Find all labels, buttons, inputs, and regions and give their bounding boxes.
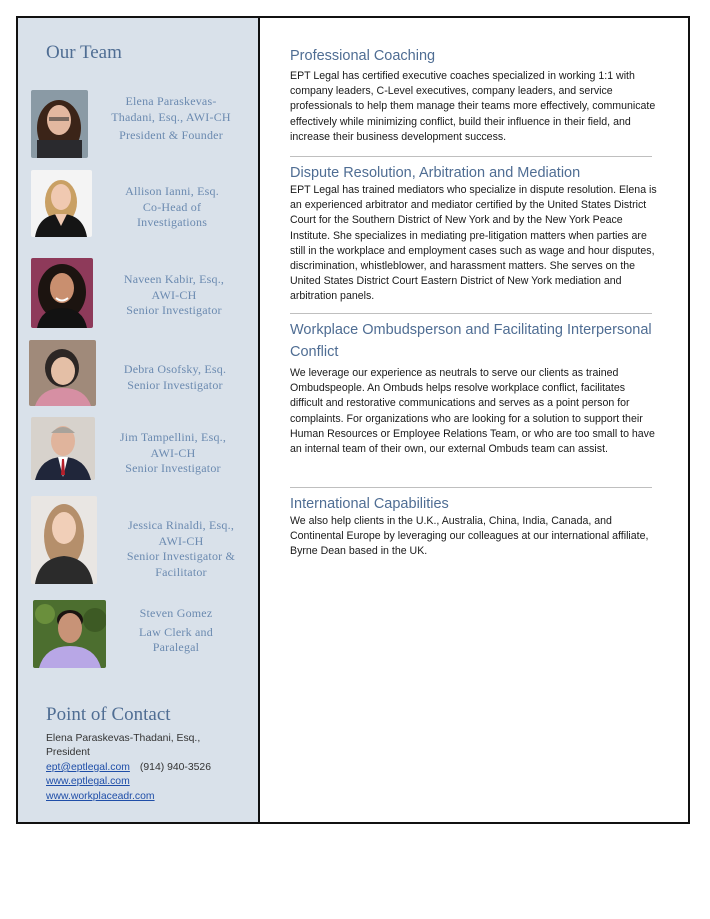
member-line: Investigations [136,215,208,229]
member-jessica [106,518,256,580]
member-line: Jim Tampellini, Esq., [119,430,227,444]
section-body: EPT Legal has certified executive coaches specialized in working 1:1 with company leaders, C-Level executives, company leaders, and service professionals to help them manage their teams more effectively, communicate effectively while minimizing conflict, build their influence in their field, and increase their business development success. [290,70,656,143]
page-frame [16,16,690,824]
member-line: AWI-CH [151,287,197,302]
portrait-elena [31,90,88,158]
member-line: Senior Investigator & [126,549,236,563]
section-heading: Workplace Ombudsperson and Facilitating Interpersonal Conflict [290,322,652,360]
member-jim [98,430,248,477]
section-heading: Professional Coaching [290,48,436,64]
section-divider [290,313,652,314]
member-elena [96,94,246,144]
section-dispute-resolution [290,163,662,305]
member-line: President & Founder [119,128,223,142]
contact-phone: (914) 940-3526 [139,761,211,773]
point-of-contact-details [46,732,211,804]
member-steven [116,606,236,656]
member-line: AWI-CH [150,445,196,460]
member-line: Jessica Rinaldi, Esq., [127,518,235,532]
member-line: Senior Investigator [125,461,221,475]
section-professional-coaching [290,46,660,145]
member-line: Co-Head of [142,199,202,214]
section-heading: International Capabilities [290,496,449,512]
our-team-title: Our Team [46,42,122,63]
member-allison [102,184,242,231]
portrait-steven [33,600,106,668]
portrait-jessica [31,496,97,584]
member-line: Paralegal [152,640,200,654]
member-debra [100,362,250,393]
team-sidebar [18,18,260,822]
member-line: Thadani, Esq., AWI-CH [111,109,231,124]
member-line: Allison Ianni, Esq. [125,184,219,198]
member-line: Law Clerk and [139,624,213,639]
contact-role: President [46,747,90,759]
section-body: We leverage our experience as neutrals to serve our clients as trained Ombudspeople. An Ombuds helps resolve workplace conflict, facilitates difficult and restorative communications and serves as a point person for complaints. For organizations who are looking for a solution to support their Human Resources or Employee Relations Team, or who are too small to have an internal team of their own, our external Ombuds team can assist. [290,367,655,456]
section-divider [290,156,652,157]
member-line: Elena Paraskevas- [125,94,217,108]
portrait-jim [31,417,95,480]
website-link-eptlegal[interactable]: www.eptlegal.com [46,776,130,788]
contact-email-link[interactable]: ept@eptlegal.com [46,761,130,773]
member-line: Steven Gomez [139,606,213,620]
portrait-allison [31,170,92,237]
website-link-workplaceadr[interactable]: www.workplaceadr.com [46,790,155,802]
section-body: We also help clients in the U.K., Australia, China, India, Canada, and Continental Europe by leveraging our colleagues at our international affiliate, Byrne Dean based in the UK. [290,515,649,558]
member-line: AWI-CH [158,533,204,548]
section-international-capabilities [290,494,656,560]
member-naveen [104,272,244,319]
contact-name: Elena Paraskevas-Thadani, Esq., [46,733,201,744]
section-body: EPT Legal has trained mediators who specialize in dispute resolution. Elena is an experienced arbitrator and mediator certified by the United States District Court for the Southern District of New York and by the New York Peace Institute. She specializes in mediating pre-litigation matters when parties are still in the workplace and employment cases such as wage and hour disputes, discrimination, whistleblower, and harassment matters. She serves on the United States District Court Eastern District of New York mediation and arbitration panels. [290,184,657,303]
section-workplace-ombudsperson [290,319,666,457]
portrait-naveen [31,258,93,328]
point-of-contact-title: Point of Contact [46,704,171,725]
section-divider [290,487,652,488]
member-line: Senior Investigator [127,377,223,392]
member-line: Naveen Kabir, Esq., [123,272,225,286]
member-line: Senior Investigator [126,303,222,317]
section-heading: Dispute Resolution, Arbitration and Mediation [290,165,581,181]
member-line: Debra Osofsky, Esq. [123,362,227,376]
portrait-debra [29,340,96,406]
member-line: Facilitator [155,564,207,579]
